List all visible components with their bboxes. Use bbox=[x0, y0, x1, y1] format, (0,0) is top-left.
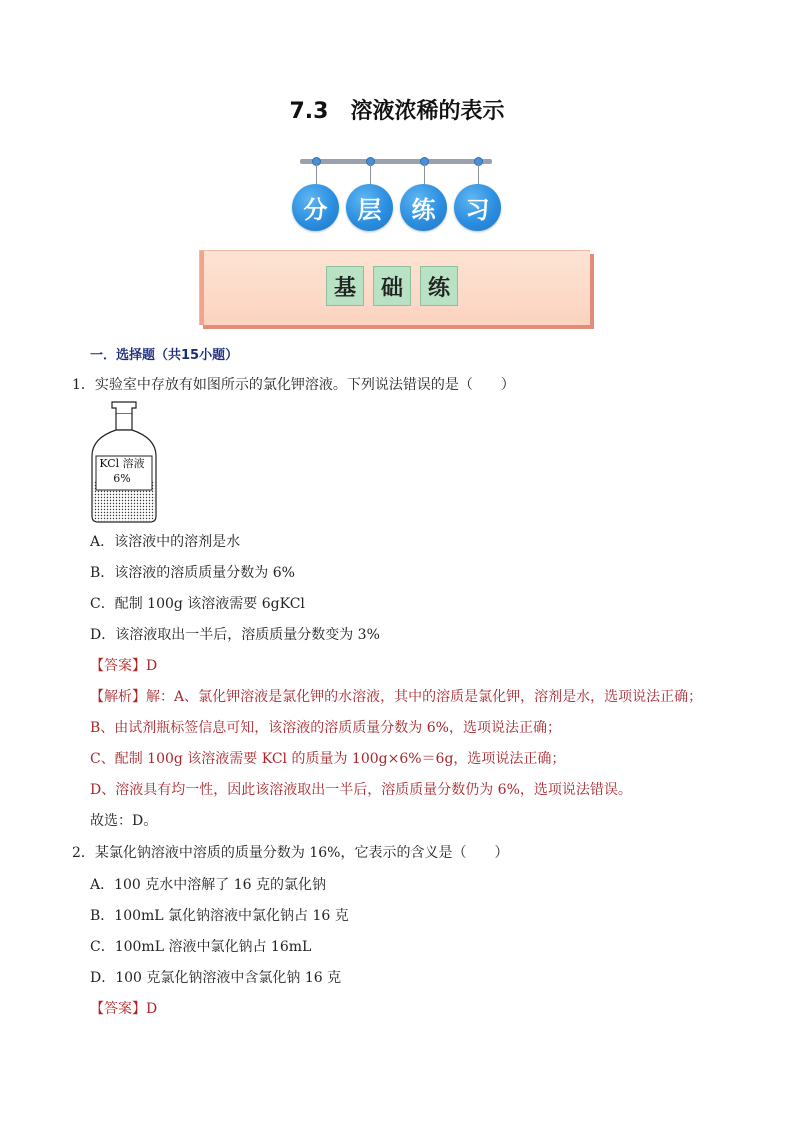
q1-option-d: D．该溶液取出一半后，溶质质量分数变为 3% bbox=[90, 627, 380, 643]
q2-option-b: B．100mL 氯化钠溶液中氯化钠占 16 克 bbox=[90, 908, 349, 924]
page-title: 7.3 溶液浓稀的表示 bbox=[289, 99, 505, 124]
banner-char-ceng: 层 bbox=[346, 184, 393, 231]
q1-option-c: C．配制 100g 该溶液需要 6gKCl bbox=[90, 596, 305, 612]
q2-option-c: C．100mL 溶液中氯化钠占 16mL bbox=[90, 939, 312, 955]
answer-value: D bbox=[146, 1001, 158, 1017]
banner-bar bbox=[300, 159, 492, 164]
kcl-bottle-figure bbox=[88, 400, 160, 524]
banner-string bbox=[478, 164, 479, 184]
bottle-label-name: KCl 溶液 bbox=[99, 457, 145, 470]
basic-char-chu: 础 bbox=[373, 266, 411, 306]
q1-analysis-d: D、溶液具有均一性，因此该溶液取出一半后，溶质质量分数仍为 6%，选项说法错误。 bbox=[90, 782, 632, 798]
banner-char-lian: 练 bbox=[400, 184, 447, 231]
banner-string bbox=[424, 164, 425, 184]
bottle-label-percent: 6% bbox=[113, 472, 131, 485]
q1-analysis-c: C、配制 100g 该溶液需要 KCl 的质量为 100g×6%＝6g，选项说法正确； bbox=[90, 751, 566, 767]
question-2-stem: 2．某氯化钠溶液中溶质的质量分数为 16%，它表示的含义是（ ） bbox=[72, 845, 509, 861]
q1-option-a: A．该溶液中的溶剂是水 bbox=[90, 534, 241, 550]
basic-practice-banner bbox=[199, 250, 590, 325]
q1-conclusion: 故选：D。 bbox=[90, 813, 158, 829]
analysis-tag: 【解析】 bbox=[90, 689, 146, 705]
q2-option-d: D．100 克氯化钠溶液中含氯化钠 16 克 bbox=[90, 970, 342, 986]
basic-char-ji: 基 bbox=[326, 266, 364, 306]
section-heading: 一．选择题（共15小题） bbox=[90, 348, 239, 363]
banner-string bbox=[316, 164, 317, 184]
q1-answer bbox=[90, 657, 157, 675]
q2-answer bbox=[90, 1000, 157, 1018]
bottle-label bbox=[96, 456, 148, 490]
q1-analysis-b: B、由试剂瓶标签信息可知，该溶液的溶质质量分数为 6%，选项说法正确； bbox=[90, 720, 561, 736]
question-1-stem: 1．实验室中存放有如图所示的氯化钾溶液。下列说法错误的是（ ） bbox=[72, 377, 515, 393]
banner-char-fen: 分 bbox=[292, 184, 339, 231]
answer-tag: 【答案】 bbox=[90, 658, 146, 674]
answer-value: D bbox=[146, 658, 158, 674]
q1-analysis-a bbox=[90, 688, 702, 706]
banner-char-xi: 习 bbox=[454, 184, 501, 231]
q1-option-b: B．该溶液的溶质质量分数为 6% bbox=[90, 565, 295, 581]
basic-char-lian: 练 bbox=[420, 266, 458, 306]
analysis-text: 解：A、氯化钾溶液是氯化钾的水溶液，其中的溶质是氯化钾，溶剂是水，选项说法正确； bbox=[146, 689, 703, 705]
answer-tag: 【答案】 bbox=[90, 1001, 146, 1017]
q2-option-a: A．100 克水中溶解了 16 克的氯化钠 bbox=[90, 877, 326, 893]
banner-string bbox=[370, 164, 371, 184]
